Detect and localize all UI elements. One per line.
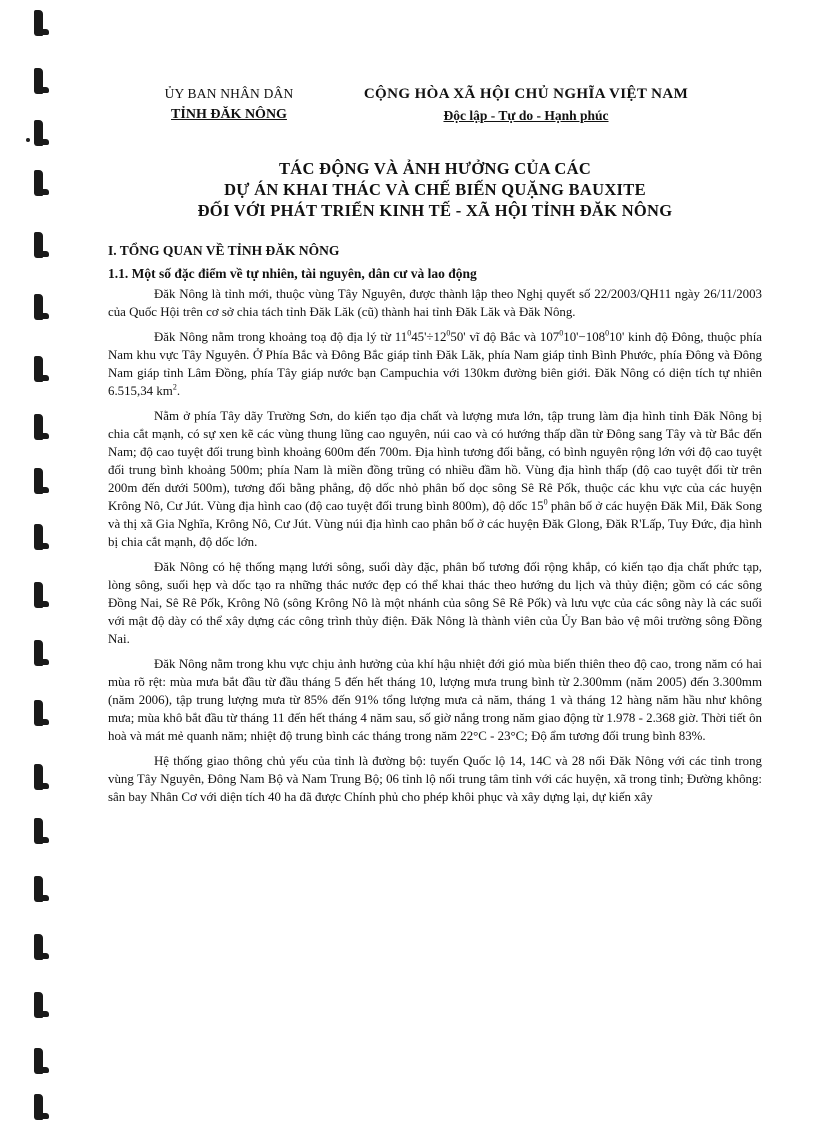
text-run: . (176, 384, 181, 398)
binding-mark (34, 356, 43, 382)
binding-mark (34, 818, 43, 844)
paragraph-2 (108, 328, 762, 400)
document-header (108, 86, 762, 140)
scan-speck (26, 138, 30, 142)
title-line-3: ĐỐI VỚI PHÁT TRIỂN KINH TẾ - XÃ HỘI TỈNH ĐĂK NÔNG (197, 201, 673, 220)
paragraph-3 (108, 407, 762, 551)
text-run: Nằm ở phía Tây dãy Trường Sơn, do kiến tạo địa chất và lượng mưa lớn, tập trung làm địa hình tỉnh Đăk Nông bị chia cắt mạnh, có sự xen kẽ các vùng thung lũng cao nguyên, núi cao và có hướng thấp dần từ Đông sang Tây và từ Bắc đến Nam; độ cao tuyệt đối trung bình khoảng 600m đến 700m. Địa hình tương đối bằng, có bình nguyên rộng lớn với độ cao tuyệt đối trung bình khoảng 500m; phía Nam là miền đồng trũng có nhiều đầm hồ. Vùng địa hình thấp (độ cao tuyệt đối từ trên 200m đến dưới 500m), tương đối bằng phẳng, độ dốc nhỏ phân bố dọc sông Sê Rê Pốk, thuộc các khu vực của các huyện Krông Nô, Cư Jút. Vùng địa hình cao (độ cao tuyệt đối trung bình 800m), độ dốc 15 (108, 409, 762, 513)
title-line-1: TÁC ĐỘNG VÀ ẢNH HƯỞNG CỦA CÁC (278, 159, 592, 178)
binding-mark (34, 10, 43, 36)
text-run: 45'÷12 (411, 330, 447, 344)
binding-mark (34, 524, 43, 550)
binding-mark (34, 1094, 43, 1120)
binding-mark (34, 468, 43, 494)
binding-mark (34, 294, 43, 320)
text-run: 50' vĩ độ Bắc và 107 (450, 330, 560, 344)
binding-mark (34, 764, 43, 790)
paragraph-6: Hệ thống giao thông chủ yếu của tỉnh là đường bộ: tuyến Quốc lộ 14, 14C và 28 nối Đăk Nông với các tỉnh trong vùng Tây Nguyên, Đông Nam Bộ và Nam Trung Bộ; 06 tỉnh lộ nối trung tâm tỉnh với các huyện, xã trong tỉnh; Đường không: sân bay Nhân Cơ với diện tích 40 ha đã được Chính phủ cho phép khôi phục và xây dựng lại, dự kiến xây (108, 754, 762, 804)
degree-superscript: 0 (605, 328, 610, 338)
document-page (108, 86, 762, 813)
binding-mark (34, 414, 43, 440)
binding-mark (34, 68, 43, 94)
binding-mark (34, 876, 43, 902)
national-motto-block (330, 86, 722, 124)
binding-mark (34, 992, 43, 1018)
degree-superscript: 0 (407, 328, 412, 338)
binding-mark (34, 640, 43, 666)
square-superscript: 2 (172, 382, 177, 392)
degree-superscript: 0 (446, 328, 451, 338)
binding-mark (34, 700, 43, 726)
paragraph-5: Đăk Nông nằm trong khu vực chịu ảnh hưởng của khí hậu nhiệt đới gió mùa biến thiên theo độ cao, trong năm có hai mùa rõ rệt: mùa mưa bắt đầu từ đầu tháng 5 đến hết tháng 10, lượng mưa trung bình từ 2.300mm (năm 2005) đến 3.300mm (năm 2006), tập trung lượng mưa từ 85% đến 91% tổng lượng mưa cả năm, tháng 1 và tháng 12 hàng năm hầu như không mưa; mùa khô bắt đầu từ tháng 11 đến hết tháng 4 năm sau, số giờ nắng trong năm giao động từ 1.978 - 2.368 giờ. Thời tiết ôn hoà và mát mẻ quanh năm; nhiệt độ trung bình các tháng trong năm 22°C - 23°C; Độ ẩm tương đối trung bình 83%. (108, 657, 762, 743)
national-motto: Độc lập - Tự do - Hạnh phúc (443, 108, 609, 123)
paragraph-4: Đăk Nông có hệ thống mạng lưới sông, suối dày đặc, phân bố tương đối rộng khắp, có kiến tạo địa chất phức tạp, lòng sông, suối hẹp và dốc tạo ra những thác nước đẹp có thể khai thác theo hướng du lịch và thủy điện; gồm có các sông Đồng Nai, Sê Rê Pốk, Krông Nô (sông Krông Nô là một nhánh của sông Sê Rê Pốk) và lưu vực của các sông này là các suối với mật độ dày có thể xây dựng các công trình thủy điện. Đăk Nông là thành viên của Ủy Ban bảo vệ môi trường sông Đồng Nai. (108, 560, 762, 646)
issuer-line-1: ỦY BAN NHÂN DÂN (164, 86, 294, 101)
degree-superscript: 0 (543, 497, 548, 507)
text-run: 10' kinh độ Đông, thuộc phía Nam khu vực Tây Nguyên. Ở Phía Bắc và Đông Bắc giáp tỉnh Đăk Lăk, phía Nam giáp tỉnh Bình Phước, phía Đông và Đông Nam giáp tỉnh Lâm Đồng, phía Tây giáp nước bạn Campuchia với 130km đường biên giới. Đăk Nông có diện tích tự nhiên 6.515,34 km (108, 330, 762, 398)
binding-mark (34, 582, 43, 608)
issuer-block (144, 86, 314, 123)
binding-mark (34, 1048, 43, 1074)
binding-mark (34, 170, 43, 196)
text-run: phân bố ở các huyện Đăk Mil, Đăk Song và thị xã Gia Nghĩa, Krông Nô, Cư Jút. Vùng núi địa hình cao phân bố ở các huyện Đăk Glong, Đăk R'Lấp, Tuy Đức, địa hình bị chia cắt mạnh, độ dốc lớn. (108, 499, 763, 549)
scan-binding-marks (28, 0, 52, 1123)
section-heading: I. TỔNG QUAN VỀ TỈNH ĐĂK NÔNG (108, 243, 340, 258)
document-title (108, 158, 762, 221)
binding-mark (34, 120, 43, 146)
binding-mark (34, 232, 43, 258)
title-line-2: DỰ ÁN KHAI THÁC VÀ CHẾ BIẾN QUẶNG BAUXITE (224, 180, 646, 199)
degree-superscript: 0 (559, 328, 564, 338)
subsection-heading: 1.1. Một số đặc điểm về tự nhiên, tài nguyên, dân cư và lao động (108, 266, 477, 281)
paragraph-1: Đăk Nông là tỉnh mới, thuộc vùng Tây Nguyên, được thành lập theo Nghị quyết số 22/2003/QH11 ngày 26/11/2003 của Quốc Hội trên cơ sở chia tách tỉnh Đăk Lăk (cũ) thành hai tỉnh Đăk Lăk và Đăk Nông. (108, 287, 762, 319)
country-name: CỘNG HÒA XÃ HỘI CHỦ NGHĨA VIỆT NAM (363, 86, 689, 102)
text-run: Đăk Nông nằm trong khoảng toạ độ địa lý từ 11 (154, 330, 408, 344)
issuer-line-2: TỈNH ĐĂK NÔNG (171, 107, 287, 122)
binding-mark (34, 934, 43, 960)
text-run: 10'−108 (563, 330, 606, 344)
